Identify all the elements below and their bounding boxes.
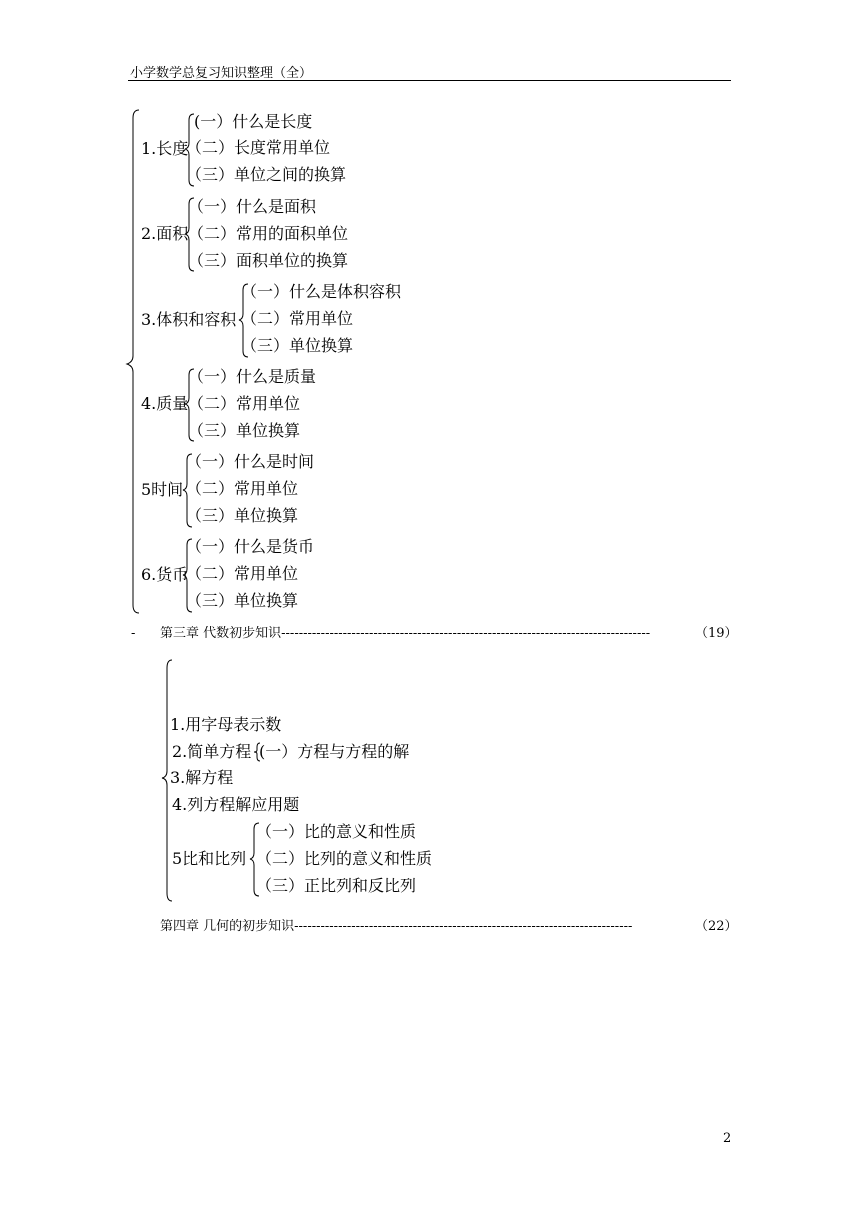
item-time-3: （三）单位换算	[186, 506, 299, 525]
toc-ch3-title: 第三章 代数初步知识	[160, 626, 282, 641]
item-length-1: (一）什么是长度	[194, 112, 313, 131]
toc-ch4-page: （22）	[695, 919, 738, 934]
header-rule	[128, 80, 731, 81]
item-length-2: （二）长度常用单位	[186, 138, 331, 157]
page-number: 2	[723, 1131, 732, 1146]
item-mass-3: （三）单位换算	[188, 421, 301, 440]
algebra-item-2-sub: (一）方程与方程的解	[259, 742, 410, 761]
algebra-item-4: 4.列方程解应用题	[172, 795, 300, 814]
item-area-3: （三）面积单位的换算	[188, 251, 349, 270]
item-area-1: （一）什么是面积	[188, 197, 317, 216]
toc-ch4-title: 第四章 几何的初步知识	[160, 919, 295, 934]
toc-ch3-dash: -	[131, 626, 136, 641]
toc-ch4-line	[160, 919, 730, 935]
item-currency-1: （一）什么是货币	[186, 537, 315, 556]
outer-brace-1	[127, 110, 139, 613]
algebra-item-5: 5比和比列	[172, 849, 247, 868]
group-label-length: 1.长度	[141, 139, 189, 158]
item-volume-3: （三）单位换算	[241, 336, 354, 355]
group-label-area: 2.面积	[141, 224, 189, 243]
item-length-3: （三）单位之间的换算	[186, 165, 347, 184]
item-time-1: （一）什么是时间	[186, 452, 315, 471]
ratio-sub-2: （二）比列的意义和性质	[256, 849, 433, 868]
algebra-item-1: 1.用字母表示数	[170, 715, 282, 734]
toc-ch3-page: （19）	[695, 626, 738, 641]
group-label-time: 5时间	[141, 480, 184, 499]
group-label-currency: 6.货币	[141, 565, 189, 584]
item-currency-3: （三）单位换算	[186, 591, 299, 610]
item-volume-2: （二）常用单位	[241, 309, 354, 328]
ratio-sub-1: （一）比的意义和性质	[256, 822, 417, 841]
group-label-mass: 4.质量	[141, 394, 189, 413]
toc-ch3-leader: ------------------------------------------------------------------------------------	[281, 626, 651, 641]
item-time-2: （二）常用单位	[186, 479, 299, 498]
algebra-item-3: 3.解方程	[170, 768, 234, 787]
item-currency-2: （二）常用单位	[186, 564, 299, 583]
toc-ch3-line	[160, 626, 730, 642]
item-mass-2: （二）常用单位	[188, 394, 301, 413]
ratio-sub-3: （三）正比列和反比列	[256, 876, 417, 895]
toc-ch4-leader: -----------------------------------------------------------------------------	[294, 919, 633, 934]
header-title: 小学数学总复习知识整理（全）	[130, 66, 313, 81]
algebra-item-2: 2.简单方程	[172, 742, 252, 761]
item-volume-1: （一）什么是体积容积	[241, 282, 402, 301]
group-label-volume: 3.体积和容积	[141, 310, 237, 329]
item-mass-1: （一）什么是质量	[188, 367, 317, 386]
item-area-2: （二）常用的面积单位	[188, 224, 349, 243]
